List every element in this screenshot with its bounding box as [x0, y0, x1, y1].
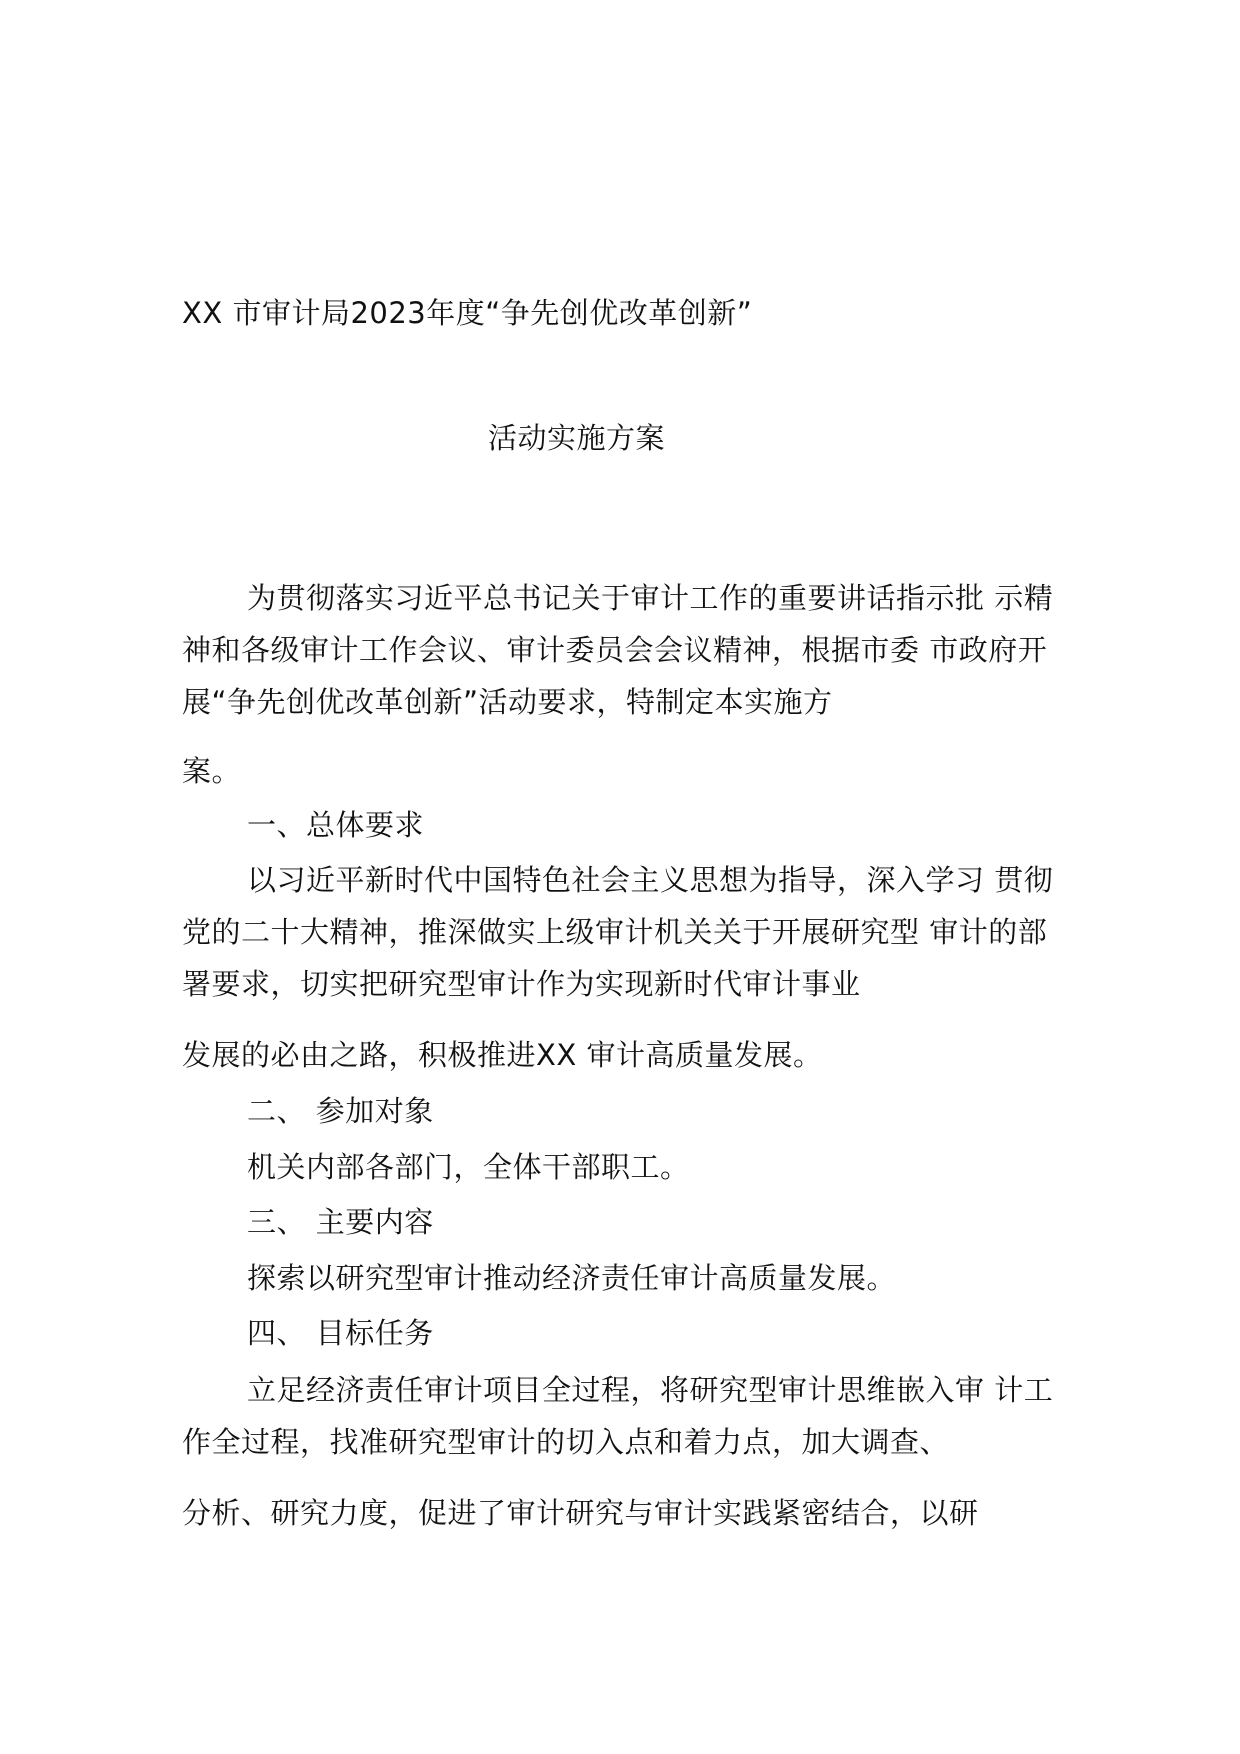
paragraph-line: 为贯彻落实习近平总书记关于审计工作的重要讲话指示批 示精	[247, 581, 1054, 615]
paragraph-line: 署要求，切实把研究型审计作为实现新时代审计事业	[182, 967, 861, 1001]
section-heading: 一、总体要求	[247, 808, 425, 842]
paragraph-line: 作全过程，找准研究型审计的切入点和着力点，加大调查、	[182, 1425, 950, 1459]
paragraph-line: 党的二十大精神，推深做实上级审计机关关于开展研究型 审计的部	[182, 915, 1048, 949]
paragraph-line: 机关内部各部门，全体干部职工。	[247, 1150, 690, 1184]
paragraph-line: 案。	[182, 754, 242, 788]
paragraph-line: 探索以研究型审计推动经济责任审计高质量发展。	[247, 1261, 897, 1295]
document-title-line-2: 活动实施方案	[488, 421, 666, 455]
paragraph-line: 展“争先创优改革创新”活动要求，特制定本实施方	[182, 685, 833, 719]
paragraph-line: 以习近平新时代中国特色社会主义思想为指导，深入学习 贯彻	[247, 863, 1054, 897]
paragraph-line: 发展的必由之路，积极推进XX 审计高质量发展。	[182, 1038, 823, 1072]
paragraph-line: 神和各级审计工作会议、审计委员会会议精神，根据市委 市政府开	[182, 633, 1048, 667]
paragraph-line: 立足经济责任审计项目全过程，将研究型审计思维嵌入审 计工	[247, 1373, 1054, 1407]
section-heading: 四、 目标任务	[247, 1316, 434, 1350]
paragraph-line: 分析、研究力度，促进了审计研究与审计实践紧密结合，以研	[182, 1496, 979, 1530]
section-heading: 二、 参加对象	[247, 1094, 434, 1128]
document-title-line-1: XX 市审计局2023年度“争先创优改革创新”	[182, 296, 753, 330]
section-heading: 三、 主要内容	[247, 1205, 434, 1239]
